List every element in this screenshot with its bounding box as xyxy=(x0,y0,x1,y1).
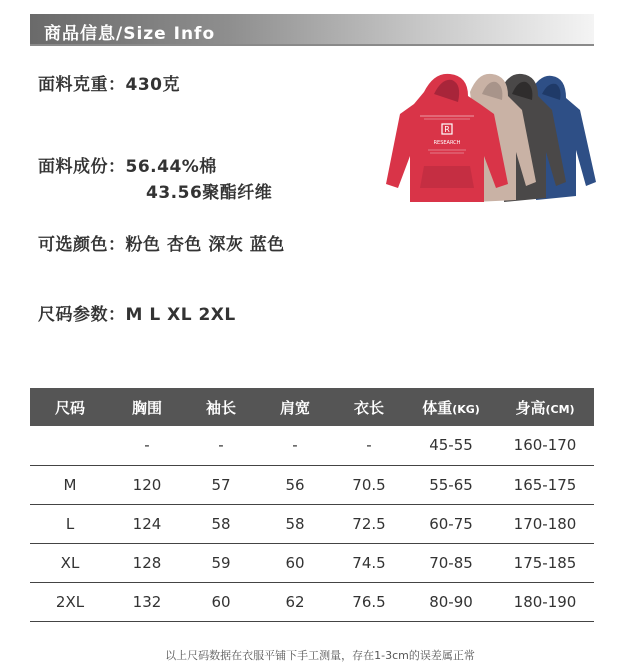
hoodie-logo-text: RESEARCH xyxy=(433,140,461,146)
spec-composition xyxy=(38,152,217,177)
header-divider xyxy=(30,44,594,46)
spec-sizes xyxy=(38,300,236,325)
header-weight: 体重(KG) xyxy=(406,388,496,426)
spec-weight xyxy=(38,70,180,95)
header-sleeve: 袖长 xyxy=(184,388,258,426)
spec-composition-value-1: 56.44%棉 xyxy=(125,157,217,177)
spec-colors-value: 粉色 杏色 深灰 蓝色 xyxy=(125,235,285,255)
measurement-footnote: 以上尺码数据在衣服平铺下手工测量，存在1-3cm的误差属正常 xyxy=(165,649,475,662)
header-chest: 胸围 xyxy=(110,388,184,426)
table-row: 2XL 132 60 62 76.5 80-90 180-190 xyxy=(30,582,594,621)
header-size: 尺码 xyxy=(30,388,110,426)
spec-weight-value: 430克 xyxy=(125,75,180,95)
spec-colors xyxy=(38,230,285,255)
header-length: 衣长 xyxy=(332,388,406,426)
section-header xyxy=(30,14,594,44)
size-table xyxy=(30,388,594,622)
spec-weight-label: 面料克重： xyxy=(38,75,126,95)
table-row: L 124 58 58 72.5 60-75 170-180 xyxy=(30,504,594,543)
header-height: 身高(CM) xyxy=(496,388,594,426)
spec-composition-value-2: 43.56聚酯纤维 xyxy=(146,183,273,203)
size-table-header-row xyxy=(30,388,594,426)
table-row: M 120 57 56 70.5 55-65 165-175 xyxy=(30,465,594,504)
spec-colors-label: 可选颜色： xyxy=(38,235,126,255)
spec-sizes-label: 尺码参数： xyxy=(38,305,126,325)
hoodie-logo-letter: R xyxy=(444,125,450,134)
hoodie-product-image xyxy=(380,70,602,210)
table-row: - - - - 45-55 160-170 xyxy=(30,426,594,465)
table-row: XL 128 59 60 74.5 70-85 175-185 xyxy=(30,543,594,582)
header-shoulder: 肩宽 xyxy=(258,388,332,426)
spec-composition-label: 面料成份： xyxy=(38,157,126,177)
spec-sizes-value: M L XL 2XL xyxy=(125,305,236,325)
section-title: 商品信息/Size Info xyxy=(44,24,216,44)
